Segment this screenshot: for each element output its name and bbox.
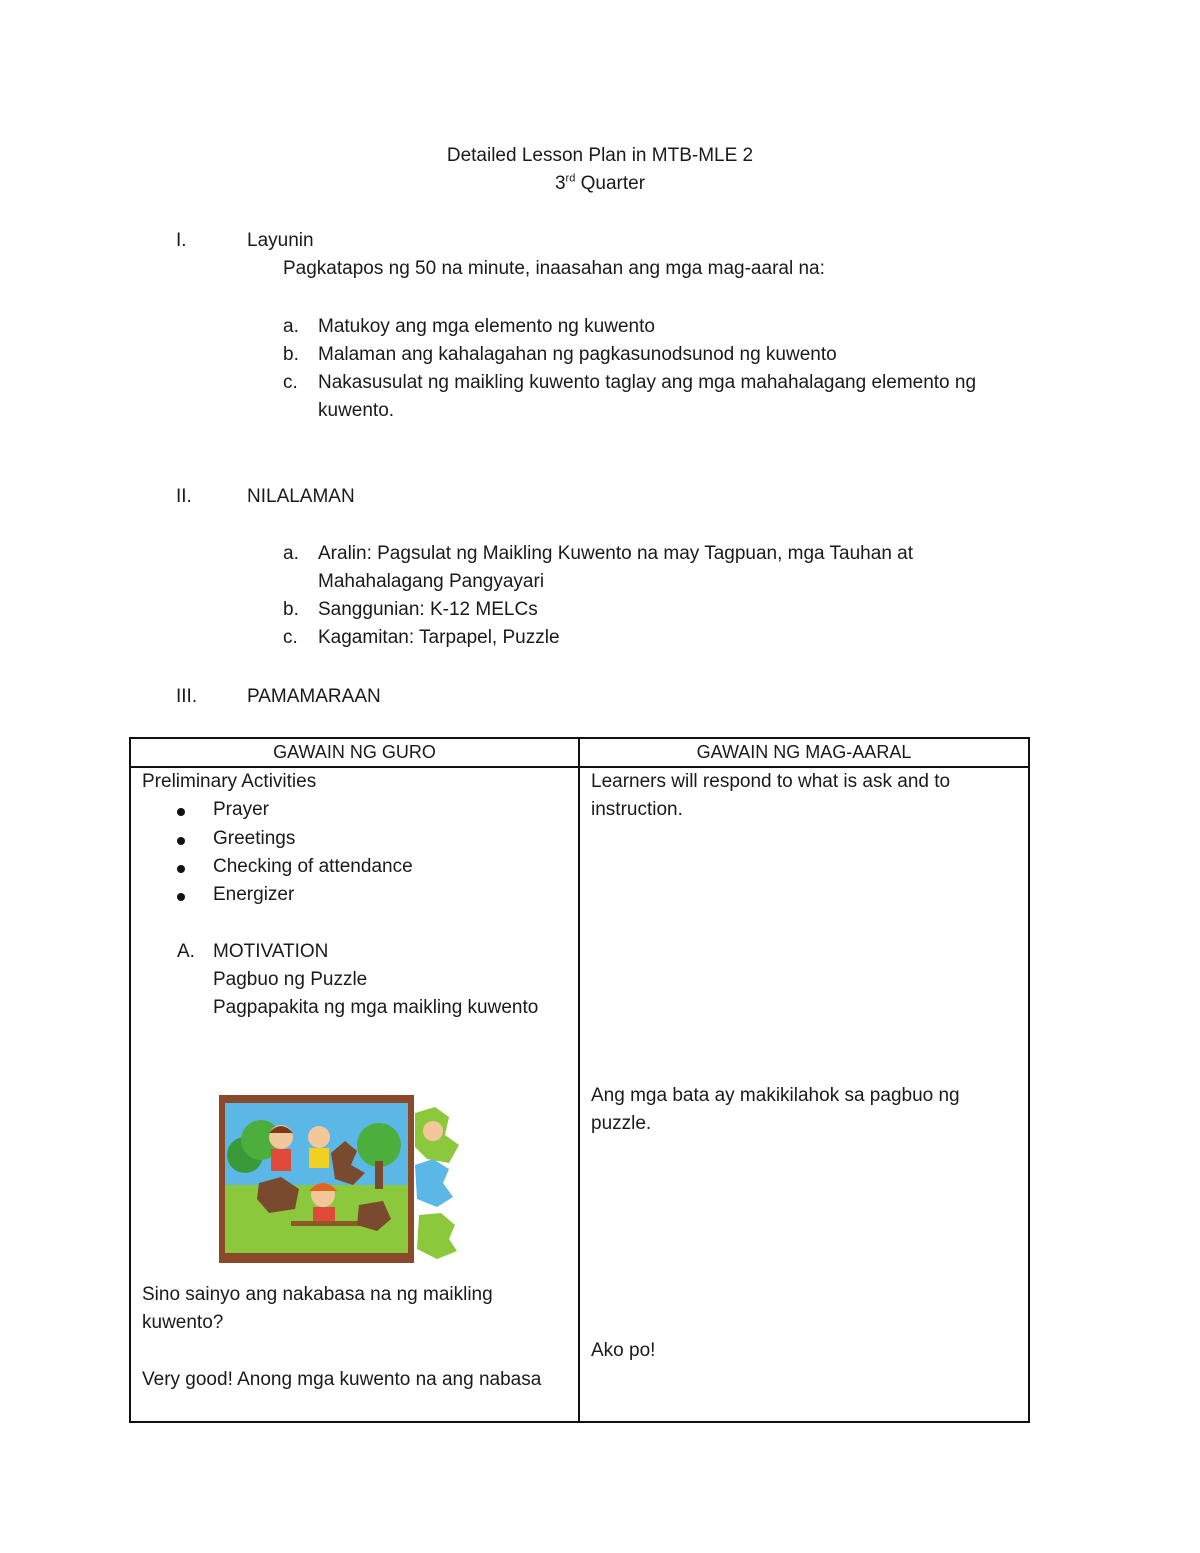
motivation-line: Pagpapakita ng mga maikling kuwento	[213, 997, 539, 1018]
bullet-icon	[177, 808, 185, 816]
quarter-suffix: rd	[565, 172, 576, 185]
girl-face	[308, 1126, 330, 1148]
content-item: Kagamitan: Tarpapel, Puzzle	[318, 627, 560, 648]
content-letter: c.	[283, 627, 298, 648]
list-item: Prayer	[213, 799, 269, 820]
objective-item: Nakasusulat ng maikling kuwento taglay ang mga mahahalagang elemento ng	[318, 372, 977, 393]
section-3-numeral: III.	[176, 686, 198, 707]
swing	[291, 1221, 361, 1226]
puzzle-response-line: puzzle.	[591, 1113, 652, 1134]
loose-piece	[415, 1159, 453, 1207]
bullet-icon	[177, 893, 185, 901]
puzzle-response-line: Ang mga bata ay makikilahok sa pagbuo ng	[591, 1085, 960, 1106]
motivation-heading: MOTIVATION	[213, 941, 329, 962]
list-item: Energizer	[213, 884, 295, 905]
list-item: Checking of attendance	[213, 856, 413, 877]
section-2-heading: NILALAMAN	[247, 486, 355, 507]
tree-right	[357, 1123, 401, 1167]
preliminary-label: Preliminary Activities	[142, 771, 317, 792]
objective-letter: b.	[283, 344, 299, 365]
content-letter: b.	[283, 599, 299, 620]
question-line: Sino sainyo ang nakabasa na ng maikling	[142, 1284, 493, 1305]
quarter-number: 3	[554, 173, 566, 194]
objective-letter: c.	[283, 372, 298, 393]
loose-piece	[417, 1213, 457, 1259]
motivation-letter: A.	[177, 941, 195, 962]
table-row	[130, 767, 1029, 1422]
section-3-heading: PAMAMARAAN	[247, 686, 381, 707]
question-line: kuwento?	[142, 1312, 224, 1333]
content-item: Sanggunian: K-12 MELCs	[318, 599, 538, 620]
section-1-heading: Layunin	[247, 230, 314, 251]
section-1-numeral: I.	[176, 230, 187, 251]
quarter-line	[0, 173, 1200, 195]
header-guro: GAWAIN NG GURO	[130, 738, 579, 767]
motivation-line: Pagbuo ng Puzzle	[213, 969, 368, 990]
table-header-row	[130, 738, 1029, 767]
objective-letter: a.	[283, 316, 299, 337]
content-letter: a.	[283, 543, 299, 564]
content-item: Aralin: Pagsulat ng Maikling Kuwento na may Tagpuan, mga Tauhan at	[318, 543, 914, 564]
quarter-word: Quarter	[580, 173, 646, 194]
response-line: instruction.	[591, 799, 683, 820]
puzzle-image	[219, 1095, 465, 1263]
objective-item: Malaman ang kahalagahan ng pagkasunodsunod ng kuwento	[318, 344, 837, 365]
bullet-icon	[177, 837, 185, 845]
section-2-numeral: II.	[176, 486, 192, 507]
bullet-icon	[177, 865, 185, 873]
document-title: Detailed Lesson Plan in MTB-MLE 2	[446, 145, 754, 166]
followup-line: Very good! Anong mga kuwento na ang nabasa	[142, 1369, 542, 1390]
list-item: Greetings	[213, 828, 296, 849]
objective-item-continued: kuwento.	[318, 400, 395, 421]
procedure-table	[129, 737, 1030, 1423]
mag-aaral-cell	[579, 767, 1029, 1422]
guro-cell	[130, 767, 579, 1422]
objective-item: Matukoy ang mga elemento ng kuwento	[318, 316, 655, 337]
answer-line: Ako po!	[591, 1340, 656, 1361]
content-item-continued: Mahahalagang Pangyayari	[318, 571, 545, 592]
header-mag-aaral: GAWAIN NG MAG-AARAL	[579, 738, 1029, 767]
response-line: Learners will respond to what is ask and to	[591, 771, 951, 792]
section-1-intro: Pagkatapos ng 50 na minute, inaasahan ang mga mag-aaral na:	[283, 258, 825, 279]
